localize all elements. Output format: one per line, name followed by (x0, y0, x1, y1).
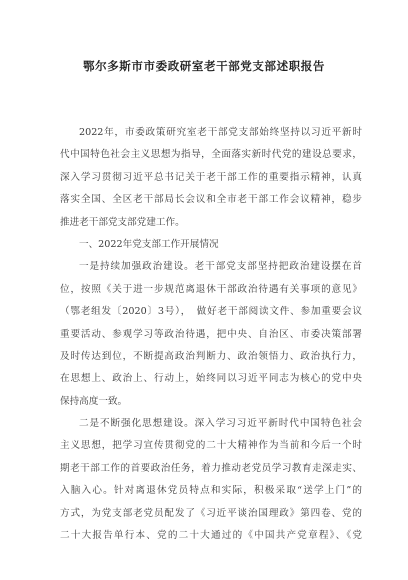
section-heading: 一、2022年党支部工作开展情况 (79, 238, 219, 250)
paragraph-line: 方式，为党支部老党员配发了《习近平谈治国理政》第四卷、党的 (60, 507, 362, 519)
report-title: 鄂尔多斯市市委政研室老干部党支部述职报告 (83, 59, 325, 73)
paragraph-line: 二十大报告单行本、党的二十大通过的《中国共产党章程》、《党 (60, 530, 362, 542)
paragraph-line: 代中国特色社会主义思想为指导，全面落实新时代党的建设总要求， (60, 149, 362, 161)
paragraph-line: 2022年，市委政策研究室老干部党支部始终坚持以习近平新时 (79, 127, 362, 138)
paragraph-line: 入脑入心。针对离退休党员特点和实际，积极采取“送学上门”的 (60, 485, 362, 497)
paragraph-line: 期老干部工作的首要政治任务，着力推动老党员学习教育走深走实、 (60, 462, 362, 474)
paragraph-line: 二是不断强化思想建设。深入学习习近平新时代中国特色社会 (79, 418, 362, 430)
paragraph-line: （鄂老组发〔2020〕3号）， 做好老干部阅读文件、参加重要会议 (60, 306, 362, 318)
paragraph-line: 位，按照《关于进一步规范离退休干部政治待遇有关事项的意见》 (60, 283, 362, 295)
paragraph-line: 在思想上、政治上、行动上，始终同以习近平同志为核心的党中央 (60, 373, 362, 385)
paragraph-line: 落实全国、全区老干部局长会议和全市老干部工作会议精神，稳步 (60, 194, 362, 206)
paragraph-line: 及时传达到位，不断提高政治判断力、政治领悟力、政治执行力， (60, 350, 362, 362)
paragraph-line: 推进老干部党支部党建工作。 (60, 216, 185, 228)
report-body (60, 122, 362, 547)
paragraph-line: 重要活动、参观学习等政治待遇，把中央、自治区、市委决策部署 (60, 328, 362, 340)
paragraph-line: 主义思想，把学习宣传贯彻党的二十大精神作为当前和今后一个时 (60, 440, 362, 452)
paragraph-line: 一是持续加强政治建设。老干部党支部坚持把政治建设摆在首 (79, 261, 362, 273)
paragraph-line: 深入学习贯彻习近平总书记关于老干部工作的重要指示精神，认真 (60, 171, 362, 183)
paragraph-line: 保持高度一致。 (60, 395, 128, 407)
